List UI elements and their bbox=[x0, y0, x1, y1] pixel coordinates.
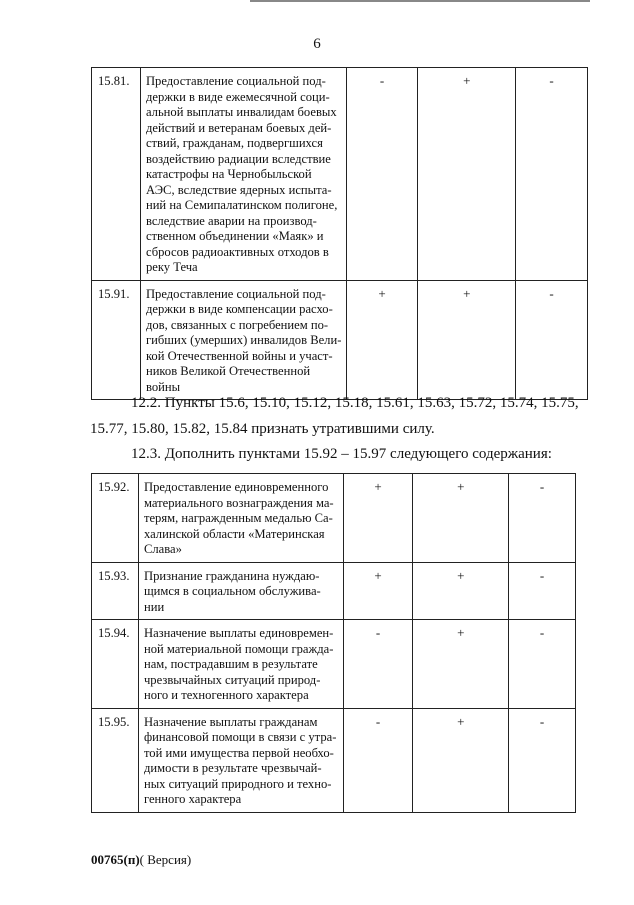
description-line: войны bbox=[145, 379, 181, 394]
mark-col-1: + bbox=[343, 562, 413, 620]
description-line: держки в виде ежемесячной соци- bbox=[145, 89, 330, 104]
description-line: димости в результате чрезвычай- bbox=[143, 761, 322, 775]
table-row bbox=[92, 708, 576, 812]
description-line: Предоставление социальной под- bbox=[145, 74, 326, 88]
mark-col-3: - bbox=[516, 280, 588, 400]
description-line: действий и ветеранам боевых дей- bbox=[145, 120, 332, 135]
paragraph-12-2-continued: 15.77, 15.80, 15.82, 15.84 признать утратившими силу. bbox=[90, 421, 435, 437]
description-line: Назначение выплаты единовремен- bbox=[143, 626, 334, 640]
mark-col-2: + bbox=[413, 620, 509, 709]
paragraph-12-3: 12.3. Дополнить пунктами 15.92 – 15.97 следующего содержания: bbox=[131, 446, 552, 462]
services-table-2 bbox=[91, 473, 576, 813]
item-number: 15.92. bbox=[92, 474, 139, 563]
description-line: ствий, гражданам, подвергшихся bbox=[145, 136, 323, 150]
description-line: халинской области «Материнская bbox=[143, 526, 325, 541]
description-line: держки в виде компенсации расхо- bbox=[145, 302, 333, 316]
mark-col-3: - bbox=[509, 474, 576, 563]
item-description bbox=[140, 280, 346, 400]
description-line: Слава» bbox=[143, 542, 182, 556]
table-row bbox=[92, 562, 576, 620]
description-line: ний на Семипалатинском полигоне, bbox=[145, 198, 338, 212]
mark-col-1: + bbox=[346, 280, 418, 400]
description-line: вследствие аварии на производ- bbox=[145, 213, 317, 228]
item-description bbox=[138, 620, 343, 709]
mark-col-2: + bbox=[418, 280, 516, 400]
description-line: ственном объединении «Маяк» и bbox=[145, 229, 324, 243]
item-number: 15.93. bbox=[92, 562, 139, 620]
table-row bbox=[92, 620, 576, 709]
mark-col-1: - bbox=[343, 620, 413, 709]
description-line: гибших (умерших) инвалидов Вели- bbox=[145, 333, 342, 347]
document-version: ( Версия) bbox=[139, 852, 192, 867]
description-line: катастрофы на Чернобыльской bbox=[145, 167, 312, 181]
document-footer bbox=[91, 852, 191, 868]
description-line: генного характера bbox=[143, 792, 242, 806]
item-number: 15.81. bbox=[92, 68, 141, 281]
mark-col-1: - bbox=[343, 708, 413, 812]
description-line: чрезвычайных ситуаций природ- bbox=[143, 672, 321, 687]
item-number: 15.94. bbox=[92, 620, 139, 709]
description-line: Признание гражданина нуждаю- bbox=[143, 568, 320, 583]
description-line: нии bbox=[143, 599, 165, 614]
mark-col-2: + bbox=[413, 708, 509, 812]
description-line: ников Великой Отечественной bbox=[145, 364, 311, 378]
mark-col-2: + bbox=[413, 562, 509, 620]
description-line: Назначение выплаты гражданам bbox=[143, 714, 318, 729]
description-line: АЭС, вследствие ядерных испыта- bbox=[145, 182, 332, 197]
description-line: материального вознаграждения ма- bbox=[143, 495, 334, 510]
description-line: Предоставление социальной под- bbox=[145, 286, 326, 301]
item-description bbox=[138, 562, 343, 620]
mark-col-1: + bbox=[343, 474, 413, 563]
table-row bbox=[92, 474, 576, 563]
mark-col-3: - bbox=[509, 708, 576, 812]
description-line: той ими имущества первой необхо- bbox=[143, 745, 334, 760]
mark-col-3: - bbox=[509, 562, 576, 620]
description-line: щимся в социальном обслужива- bbox=[143, 584, 321, 598]
services-table-1 bbox=[91, 67, 588, 400]
table-row bbox=[92, 68, 588, 281]
description-line: сбросов радиоактивных отходов в bbox=[145, 244, 329, 259]
item-description bbox=[140, 68, 346, 281]
description-line: ной материальной помощи гражда- bbox=[143, 641, 334, 656]
description-line: ного и техногенного характера bbox=[143, 688, 309, 702]
scan-top-edge bbox=[250, 0, 590, 2]
paragraph-12-2: 12.2. Пункты 15.6, 15.10, 15.12, 15.18, 15.61, 15.63, 15.72, 15.74, 15.75, bbox=[131, 395, 579, 411]
description-line: воздействию радиации вследствие bbox=[145, 151, 331, 166]
description-line: Предоставление единовременного bbox=[143, 480, 329, 494]
table-row bbox=[92, 280, 588, 400]
page-number: 6 bbox=[313, 36, 321, 52]
description-line: ных ситуаций природного и техно- bbox=[143, 776, 332, 791]
item-description bbox=[138, 474, 343, 563]
description-line: дов, связанных с погребением по- bbox=[145, 317, 329, 332]
mark-col-2: + bbox=[418, 68, 516, 281]
description-line: альной выплаты инвалидам боевых bbox=[145, 105, 337, 119]
mark-col-1: - bbox=[346, 68, 418, 281]
description-line: финансовой помощи в связи с утра- bbox=[143, 730, 337, 744]
item-number: 15.91. bbox=[92, 280, 141, 400]
item-number: 15.95. bbox=[92, 708, 139, 812]
item-description bbox=[138, 708, 343, 812]
mark-col-3: - bbox=[509, 620, 576, 709]
mark-col-2: + bbox=[413, 474, 509, 563]
mark-col-3: - bbox=[516, 68, 588, 281]
description-line: кой Отечественной войны и участ- bbox=[145, 348, 333, 363]
description-line: терям, награжденным медалью Са- bbox=[143, 511, 333, 525]
description-line: нам, пострадавшим в результате bbox=[143, 657, 318, 671]
document-code: 00765(п) bbox=[91, 852, 140, 867]
description-line: реку Теча bbox=[145, 260, 198, 274]
